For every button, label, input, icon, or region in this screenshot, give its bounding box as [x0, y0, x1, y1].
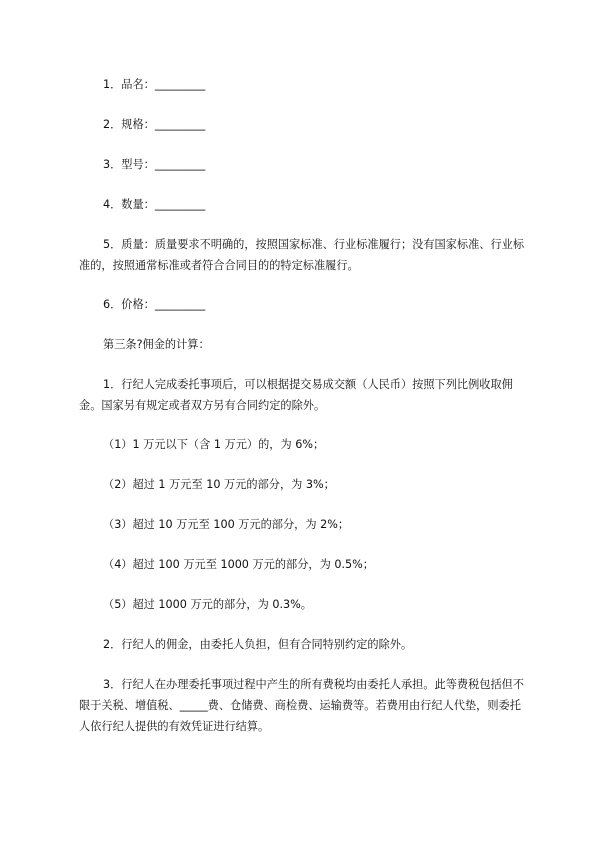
rate-tier-4: （4）超过 100 万元至 1000 万元的部分，为 0.5%； [103, 558, 374, 571]
rate-tier-1: （1）1 万元以下（含 1 万元）的，为 6%； [103, 438, 325, 451]
clause-commission-1: 1．行纪人完成委托事项后，可以根据提交易成交额（人民币）按照下列比例收取佣金。国家另有规定或者双方另有合同约定的除外。 [79, 378, 513, 412]
clause-commission-2: 2．行纪人的佣金，由委托人负担，但有合同特别约定的除外。 [103, 638, 413, 651]
rate-tier-5: （5）超过 1000 万元的部分，为 0.3%。 [103, 598, 312, 611]
item-quantity: 4．数量：_________ [103, 198, 206, 211]
item-price: 6．价格：_________ [103, 298, 206, 311]
item-quality: 5．质量：质量要求不明确的，按照国家标准、行业标准履行；没有国家标准、行业标准的，按照通常标准或者符合合同目的的特定标准履行。 [79, 238, 525, 272]
rate-tier-3: （3）超过 10 万元至 100 万元的部分，为 2%； [103, 518, 350, 531]
clause-commission-3: 3．行纪人在办理委托事项过程中产生的所有费税均由委托人承担。此等费税包括但不限于关税、增值税、_____费、仓储费、商检费、运输费等。若费用由行纪人代垫，则委托人依行纪人提供的有效凭证进行结算。 [79, 678, 525, 733]
item-product-name: 1．品名：_________ [103, 78, 206, 91]
item-model: 3．型号：_________ [103, 158, 206, 171]
rate-tier-2: （2）超过 1 万元至 10 万元的部分，为 3%； [103, 478, 335, 491]
section-heading-article-3: 第三条?佣金的计算： [103, 338, 210, 351]
item-specification: 2．规格：_________ [103, 118, 206, 131]
